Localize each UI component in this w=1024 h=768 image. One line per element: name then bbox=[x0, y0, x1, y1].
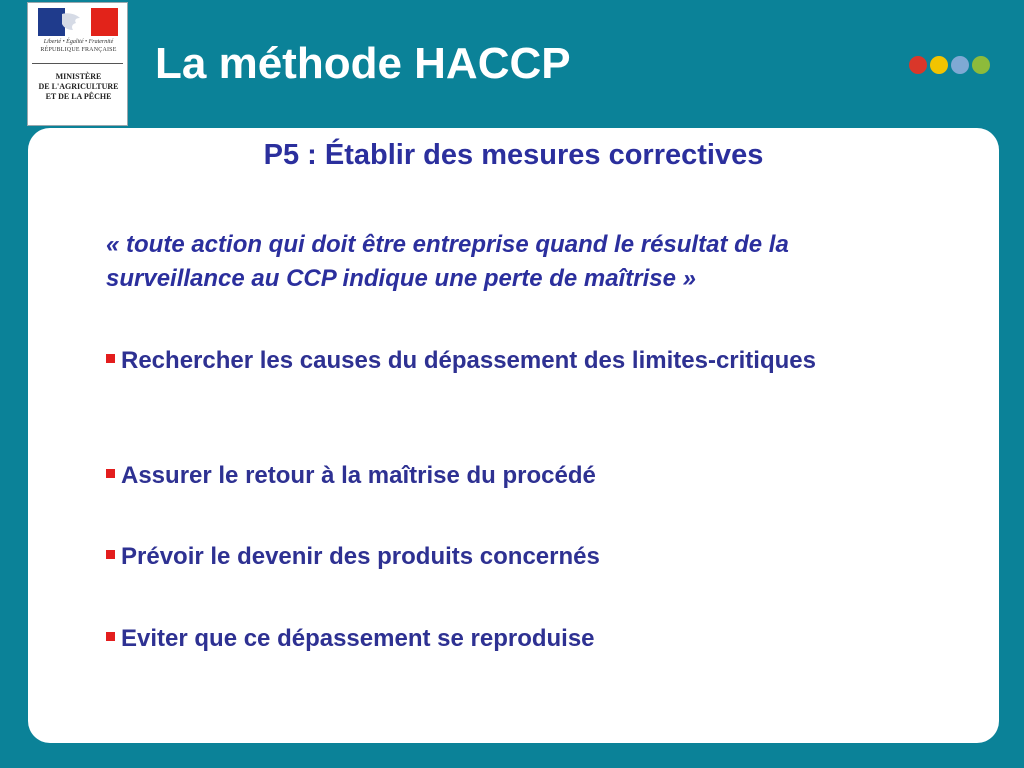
logo-divider bbox=[32, 63, 123, 64]
republic-motto: Liberté • Égalité • Fraternité bbox=[43, 39, 114, 45]
ministry-line-3: ET DE LA PÊCHE bbox=[45, 92, 112, 101]
decorative-dots bbox=[909, 56, 990, 74]
bullet-text-1: Rechercher les causes du dépassement des limites-critiques bbox=[121, 347, 816, 374]
bullet-text-3: Prévoir le devenir des produits concernés bbox=[121, 543, 600, 570]
republic-name: RÉPUBLIQUE FRANÇAISE bbox=[40, 47, 117, 53]
ministry-logo bbox=[27, 2, 128, 126]
bullet-square-icon bbox=[106, 632, 115, 641]
content-panel bbox=[28, 128, 999, 743]
ministry-line-1: MINISTÈRE bbox=[55, 72, 102, 81]
definition-quote: « toute action qui doit être entreprise quand le résultat de la surveillance au CCP indique une perte de maîtrise » bbox=[106, 231, 789, 292]
marianne-flag-icon bbox=[38, 8, 118, 36]
slide-title: La méthode HACCP bbox=[155, 39, 571, 88]
slide-subtitle: P5 : Établir des mesures correctives bbox=[263, 139, 764, 171]
bullet-item-3 bbox=[104, 540, 884, 574]
bullet-square-icon bbox=[106, 550, 115, 559]
red-dot-icon bbox=[909, 56, 927, 74]
bullet-item-1 bbox=[104, 344, 884, 378]
bullet-text-2: Assurer le retour à la maîtrise du procédé bbox=[121, 462, 596, 489]
bullet-text-4: Eviter que ce dépassement se reproduise bbox=[121, 625, 595, 652]
ministry-line-2: DE L'AGRICULTURE bbox=[38, 82, 119, 91]
blue-dot-icon bbox=[951, 56, 969, 74]
ministry-name bbox=[29, 72, 128, 102]
yellow-dot-icon bbox=[930, 56, 948, 74]
green-dot-icon bbox=[972, 56, 990, 74]
bullet-square-icon bbox=[106, 469, 115, 478]
bullet-item-2 bbox=[104, 459, 884, 493]
bullet-item-4 bbox=[104, 622, 884, 656]
bullet-square-icon bbox=[106, 354, 115, 363]
